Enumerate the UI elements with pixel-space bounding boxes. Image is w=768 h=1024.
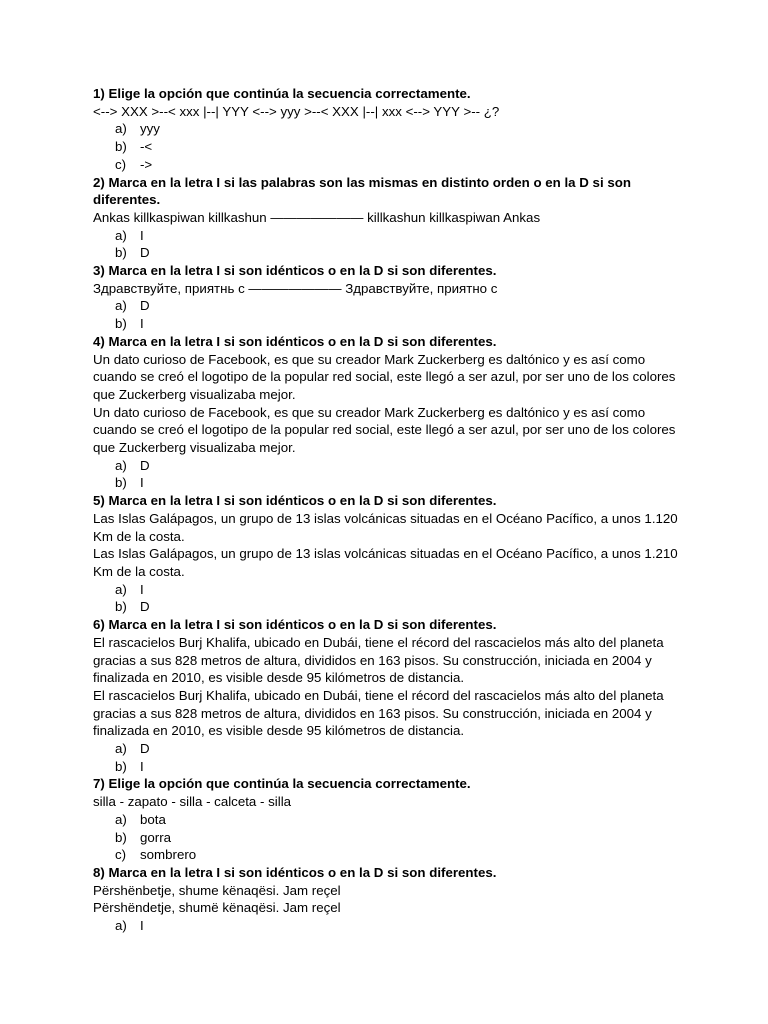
question-text: Здравствуйте, приятнь с ——————— Здравствуйте, приятно с [93,280,498,296]
option-letter: b) [115,829,127,845]
question-text: Përshëndetje, shumë kënaqësi. Jam reçel [93,900,341,916]
question-block [93,864,683,935]
question-block [93,174,683,263]
option-item [93,244,683,262]
option-letter: c) [115,156,127,172]
option-item [93,297,683,315]
question-title: 7) Elige la opción que continúa la secuencia correctamente. [93,776,471,792]
option-text: I [140,227,144,243]
option-item [93,457,683,475]
options-list [93,297,683,332]
question-block [93,262,683,333]
question-title: 3) Marca en la letra I si son idénticos o en la D si son diferentes. [93,263,497,279]
option-text: -< [140,139,153,155]
option-item [93,811,683,829]
option-item [93,598,683,616]
option-letter: b) [115,316,127,332]
option-item [93,740,683,758]
option-text: D [140,741,150,757]
option-text: I [140,475,144,491]
question-title: 2) Marca en la letra I si las palabras son las mismas en distinto orden o en la D si son diferentes. [93,174,631,208]
option-item [93,474,683,492]
option-text: I [140,758,144,774]
options-list [93,917,683,935]
option-letter: b) [115,139,127,155]
options-list [93,457,683,492]
question-block [93,85,683,174]
option-letter: a) [115,581,127,597]
option-text: I [140,581,144,597]
question-title: 1) Elige la opción que continúa la secuencia correctamente. [93,86,471,101]
option-text: gorra [140,829,172,845]
options-list [93,581,683,616]
option-text: sombrero [140,847,197,863]
question-text: El rascacielos Burj Khalifa, ubicado en Dubái, tiene el récord del rascacielos más alto del planeta gracias a sus 828 metros de altura, divididos en 163 pisos. Su construcción, iniciada en 2004 y finalizada en 2010, es visible desde 95 kilómetros de distancia. [93,634,668,686]
option-item [93,846,683,864]
option-letter: a) [115,457,127,473]
option-letter: a) [115,918,127,934]
option-text: D [140,298,150,314]
option-letter: a) [115,811,127,827]
option-item [93,227,683,245]
option-text: bota [140,811,166,827]
document-page [93,85,683,935]
question-text: silla - zapato - silla - calceta - silla [93,794,292,810]
question-text: Las Islas Galápagos, un grupo de 13 islas volcánicas situadas en el Océano Pacífico, a unos 1.210 Km de la costa. [93,546,682,579]
option-item [93,138,683,156]
question-title: 6) Marca en la letra I si son idénticos o en la D si son diferentes. [93,617,497,633]
option-letter: a) [115,121,127,137]
question-text: Përshënbetje, shume kënaqësi. Jam reçel [93,882,341,898]
options-list [93,740,683,775]
option-item [93,156,683,174]
option-text: yyy [140,121,160,137]
question-block [93,775,683,864]
options-list [93,227,683,262]
option-text: D [140,245,150,261]
question-text: Ankas killkaspiwan killkashun ——————— killkashun killkaspiwan Ankas [93,209,541,225]
question-text: Un dato curioso de Facebook, es que su creador Mark Zuckerberg es daltónico y es así como cuando se creó el logotipo de la popular red social, este llegó a ser azul, por ser uno de los colores que Zuckerberg visualizaba mejor. [93,351,680,402]
question-block [93,333,683,492]
option-text: D [140,599,150,615]
option-item [93,315,683,333]
question-text: Las Islas Galápagos, un grupo de 13 islas volcánicas situadas en el Océano Pacífico, a unos 1.120 Km de la costa. [93,510,682,544]
option-item [93,917,683,935]
option-item [93,120,683,138]
question-title: 5) Marca en la letra I si son idénticos o en la D si son diferentes. [93,493,497,509]
option-letter: a) [115,298,127,314]
question-block [93,492,683,616]
option-text: D [140,457,150,473]
option-letter: b) [115,758,127,774]
option-letter: b) [115,245,127,261]
question-block [93,616,683,775]
option-letter: b) [115,599,127,615]
question-title: 4) Marca en la letra I si son idénticos o en la D si son diferentes. [93,333,497,349]
question-text: <--> XXX >--< xxx |--| YYY <--> yyy >--< XXX |--| xxx <--> YYY >-- ¿? [93,103,500,119]
option-letter: a) [115,741,127,757]
option-item [93,758,683,776]
option-letter: c) [115,847,127,863]
option-letter: a) [115,227,127,243]
option-text: -> [140,156,153,172]
option-text: I [140,918,144,934]
options-list [93,120,683,173]
option-letter: b) [115,475,127,491]
option-item [93,829,683,847]
option-item [93,581,683,599]
options-list [93,811,683,864]
option-text: I [140,316,144,332]
question-text: Un dato curioso de Facebook, es que su creador Mark Zuckerberg es daltónico y es así como cuando se creó el logotipo de la popular red social, este llegó a ser azul, por ser uno de los colores que Zuckerberg visualizaba mejor. [93,404,680,456]
question-text: El rascacielos Burj Khalifa, ubicado en Dubái, tiene el récord del rascacielos más alto del planeta gracias a sus 828 metros de altura, divididos en 163 pisos. Su construcción, iniciada en 2004 y finalizada en 2010, es visible desde 95 kilómetros de distancia. [93,687,668,739]
question-title: 8) Marca en la letra I si son idénticos o en la D si son diferentes. [93,864,497,880]
